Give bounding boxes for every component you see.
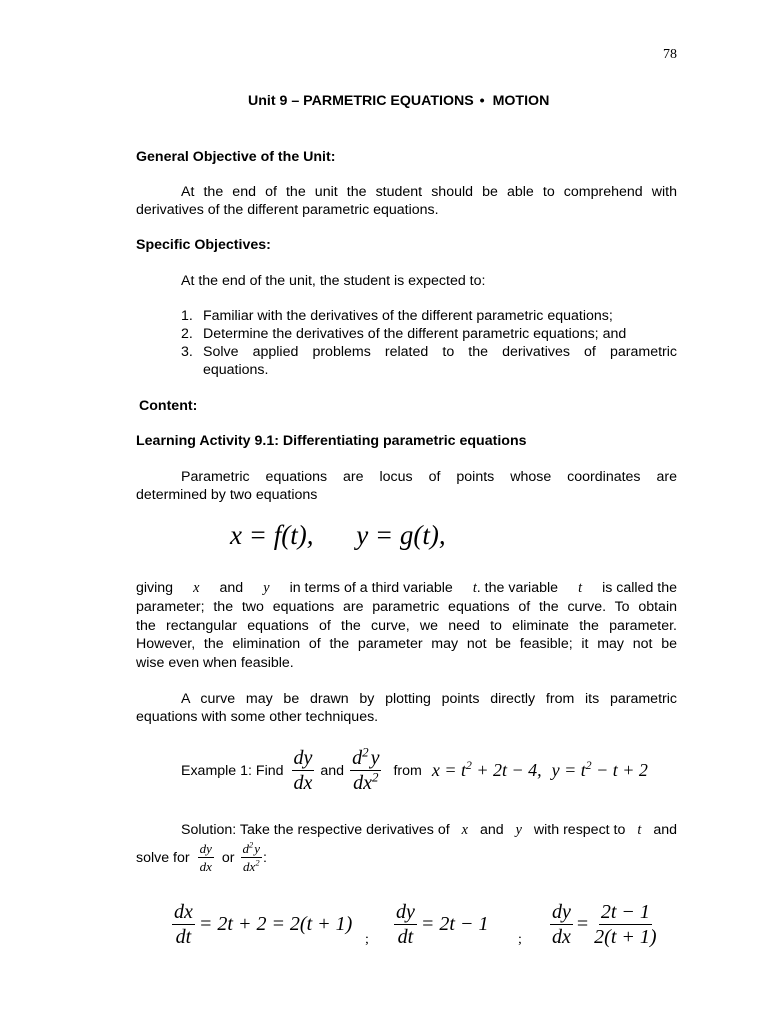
para2-line5: wise even when feasible. (136, 655, 294, 671)
fraction-denominator: dt (175, 926, 192, 948)
fraction-numerator: $d^2y$ (242, 839, 261, 856)
objective-item-2 (181, 325, 677, 343)
var-t: t (472, 580, 477, 596)
fraction-d2y-dx2 (350, 744, 381, 794)
colon: : (263, 849, 267, 866)
content-heading: Content: (139, 398, 198, 414)
example-label: Example 1: Find (181, 762, 284, 779)
from-text: from (393, 762, 422, 779)
list-number: 1. (181, 308, 193, 324)
fraction-dy-dx (198, 842, 214, 873)
list-text: Familiar with the derivatives of the different parametric equations; (203, 308, 613, 324)
list-number: 2. (181, 326, 193, 342)
derivatives-row (172, 902, 672, 966)
solve-for-text: solve for (136, 849, 190, 866)
solution-line2 (136, 839, 267, 874)
general-objective-heading: General Objective of the Unit: (136, 149, 336, 165)
derivative-rhs: = 2t − 1 (420, 913, 489, 935)
fraction-numerator: dy (199, 841, 212, 856)
para3-line2: equations with some other techniques. (136, 709, 379, 725)
solution-line1 (181, 821, 677, 839)
fraction-dy-dt (394, 902, 417, 947)
derivative-dy-dx (550, 902, 659, 947)
unit-title-tail: MOTION (492, 93, 550, 109)
para1-text: Parametric equations are locus of points whose coordinates are (181, 469, 677, 485)
para3-text: A curve may be drawn by plotting points directly from its parametric (181, 691, 677, 707)
objective-item-3 (181, 343, 677, 361)
fraction-denominator: dx (293, 772, 313, 794)
and-text: and (320, 762, 345, 779)
derivative-rhs: = 2t + 2 = 2(t + 1) (198, 913, 353, 935)
var-x: x (193, 580, 200, 596)
fraction-numerator: 2t − 1 (600, 901, 650, 923)
solution-text: and (479, 822, 504, 838)
fraction-denominator: $dx^2$ (243, 857, 260, 874)
var-y: y (263, 580, 270, 596)
fraction-dy-dx (292, 748, 315, 793)
or-text: or (221, 849, 235, 866)
var-t: t (637, 822, 642, 838)
list-text: Solve applied problems related to the derivatives of parametric (203, 344, 677, 360)
list-number: 3. (181, 344, 193, 360)
specific-objectives-heading: Specific Objectives: (136, 237, 271, 253)
bullet-glyph: • (479, 93, 485, 109)
para2-text: is called the (602, 580, 677, 596)
intro-text: At the end of the unit, the student is expected to: (181, 273, 486, 289)
var-x: x (461, 822, 468, 838)
fraction-denominator: dt (397, 926, 414, 948)
para2-line3: the rectangular equations of the curve, we need to eliminate the parameter. (136, 618, 677, 634)
separator: ; (518, 932, 522, 947)
page-number: 78 (663, 47, 677, 62)
fraction-dx-dt (172, 902, 195, 947)
specific-objectives-intro (136, 272, 677, 290)
para2-text: giving (136, 580, 174, 596)
equals-sign: = (576, 913, 589, 935)
solution-text: Solution: Take the respective derivatives of (181, 822, 450, 838)
example-1 (181, 744, 648, 794)
separator: ; (365, 932, 369, 947)
general-objective-line1 (136, 183, 677, 201)
general-objective-line2: derivatives of the different parametric equations. (136, 202, 439, 218)
fraction-denominator: 2(t + 1) (594, 926, 657, 948)
objective-item-1 (181, 307, 677, 325)
para2-line4: However, the elimination of the parameter may not be feasible; it may not be (136, 636, 677, 652)
fraction-numerator: dy (552, 901, 571, 923)
fraction-denominator: dx (199, 859, 212, 874)
derivative-dy-dt (394, 902, 488, 947)
x-param-eq: $x = t^2 + 2t - 4$, (431, 759, 542, 780)
fraction-denominator: $dx^2$ (353, 769, 379, 794)
y-param-eq: $y = t^2 - t + 2$ (551, 759, 648, 780)
fraction-denominator: dx (552, 926, 571, 948)
fraction-dy-dx (550, 902, 573, 947)
para2-text: and (219, 580, 244, 596)
fraction-numerator: dx (174, 901, 193, 923)
fraction-numerator: dy (396, 901, 415, 923)
para2-line1 (136, 579, 677, 597)
solution-text: and (653, 822, 677, 838)
parametric-equation (230, 520, 446, 551)
para1-line1 (136, 468, 677, 486)
y-equation: y = g(t), (356, 520, 446, 550)
unit-title-text: Unit 9 – PARMETRIC EQUATIONS (248, 93, 474, 109)
var-y: y (515, 822, 522, 838)
para2-line2: parameter; the two equations are parametric equations of the curve. To obtain (136, 599, 677, 615)
objective-item-3-cont: equations. (203, 362, 269, 378)
para2-text: . the variable (476, 580, 559, 596)
list-text: Determine the derivatives of the different parametric equations; and (203, 326, 627, 342)
para3-line1 (136, 690, 677, 708)
general-objective-text: At the end of the unit the student should be able to comprehend with (181, 184, 677, 200)
fraction-numerator: dy (293, 747, 313, 769)
var-t: t (578, 580, 583, 596)
fraction-numerator: $d^2$ y (352, 744, 380, 769)
derivative-dx-dt (172, 902, 352, 947)
fraction-rhs (592, 902, 658, 947)
para2-text: in terms of a third variable (289, 580, 453, 596)
unit-title (248, 93, 549, 109)
x-equation: x = f(t), (230, 520, 314, 550)
activity-heading: Learning Activity 9.1: Differentiating parametric equations (136, 433, 527, 449)
solution-text: with respect to (533, 822, 626, 838)
fraction-d2y-dx2 (241, 839, 263, 874)
para1-line2: determined by two equations (136, 487, 318, 503)
